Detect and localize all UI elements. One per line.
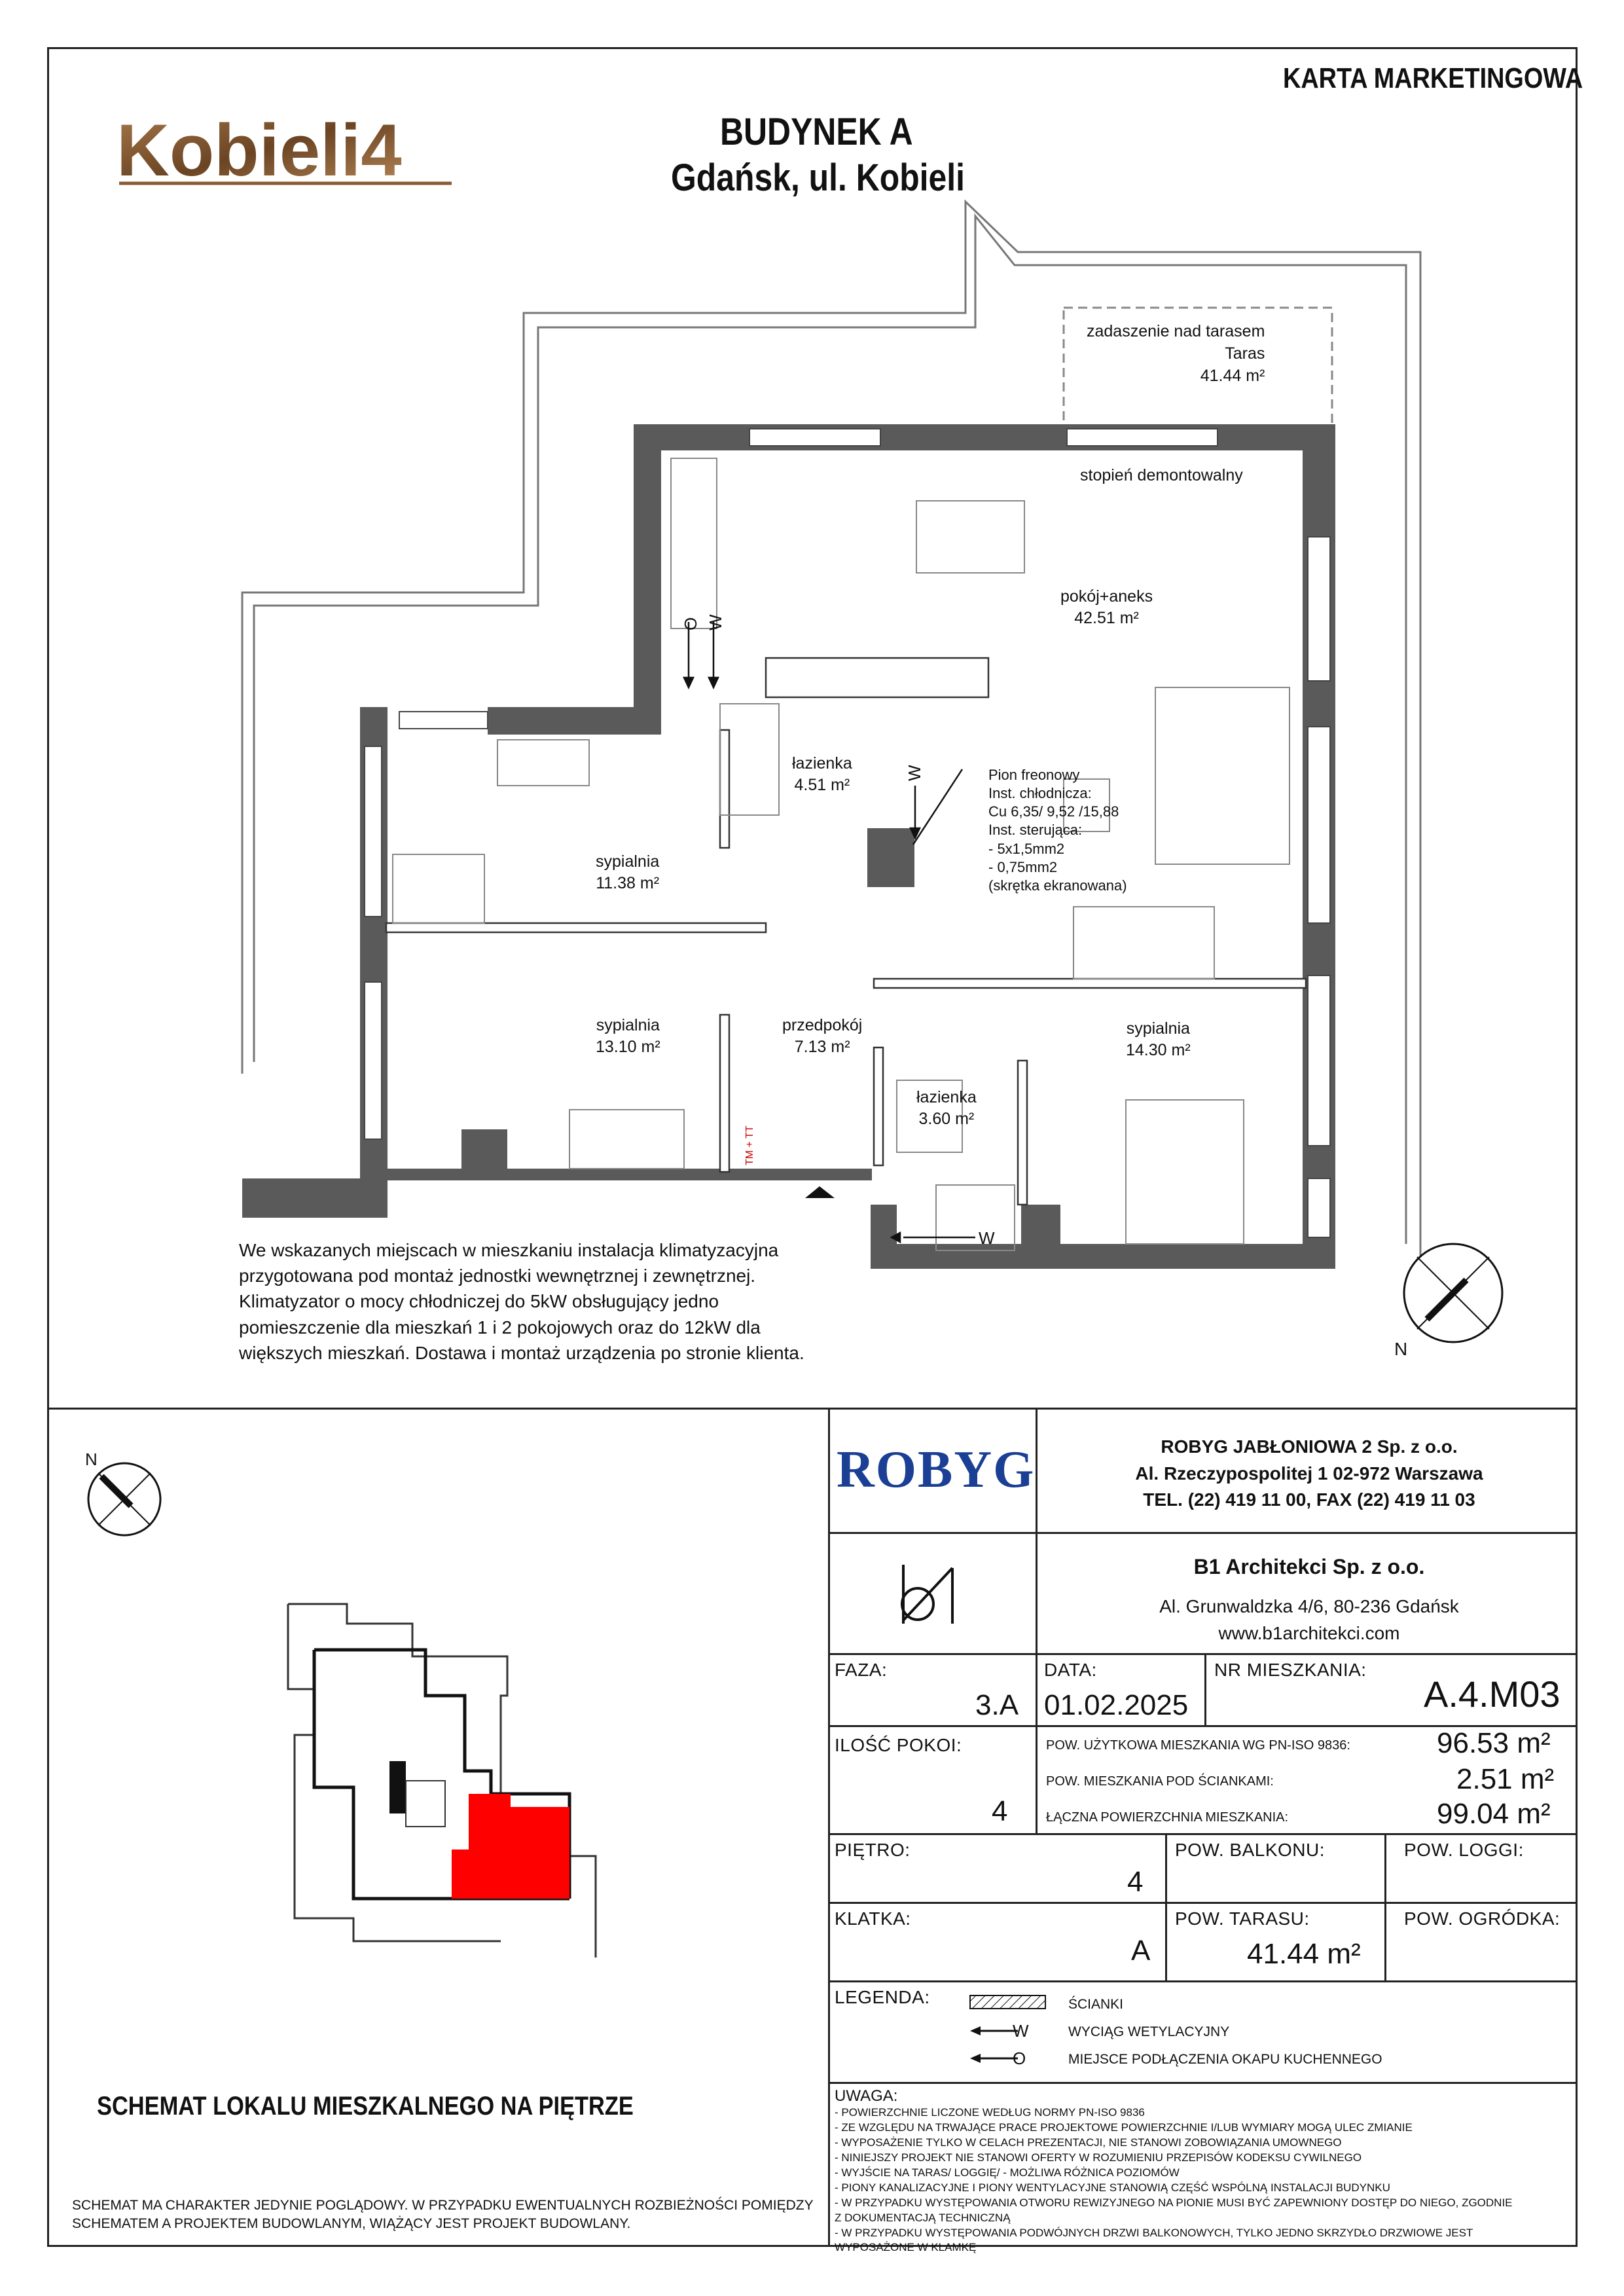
legend-item: MIEJSCE PODŁĄCZENIA OKAPU KUCHENNEGO <box>1068 2052 1382 2067</box>
room-bedroom-3 <box>1126 1018 1191 1061</box>
divider <box>828 1532 1578 1534</box>
loggia-label: POW. LOGGI: <box>1404 1840 1524 1860</box>
room-bedroom-1 <box>596 851 659 894</box>
note-item: - ZE WZGLĘDU NA TRWAJĄCE PRACE PROJEKTOWE POWIERZCHNIE I/LUB WYMIARY MOGĄ ULEC ZMIANIE <box>835 2121 1413 2134</box>
room-area: 4.51 m² <box>794 775 850 794</box>
note-item: - W PRZYPADKU WYSTĘPOWANIA OTWORU REWIZYJNEGO NA PIONIE MUSI BYĆ ZAPEWNIONY DOSTĘP DO NIEGO, ZGODNIE Z DOKUMENTACJĄ TECHNICZNĄ <box>835 2196 1513 2224</box>
divider <box>47 1408 1578 1410</box>
rooms-label: ILOŚĆ POKOI: <box>835 1735 962 1755</box>
riser-note-line: Cu 6,35/ 9,52 /15,88 <box>988 803 1119 820</box>
apartment-highlight <box>452 1794 569 1899</box>
compass-north-label: N <box>1394 1339 1408 1359</box>
floor-value: 4 <box>1127 1866 1144 1898</box>
riser-note-line: Pion freonowy <box>988 767 1080 783</box>
staircase-label: KLATKA: <box>835 1908 911 1929</box>
data-value: 01.02.2025 <box>1044 1689 1189 1721</box>
riser-note <box>988 766 1127 895</box>
divider <box>828 2082 1578 2084</box>
riser-note-line: Inst. sterująca: <box>988 822 1083 839</box>
note-item: - NINIEJSZY PROJEKT NIE STANOWI OFERTY W ROZUMIENIU PRZEPISÓW KODEKSU CYWILNEGO <box>835 2151 1362 2164</box>
notes <box>835 2087 1568 2255</box>
usable-area-value: 96.53 m² <box>1437 1727 1551 1759</box>
room-bathroom-1 <box>792 753 852 795</box>
developer-name: ROBYG JABŁONIOWA 2 Sp. z o.o. <box>1161 1436 1458 1457</box>
riser-note-line: (skrętka ekranowana) <box>988 877 1127 894</box>
room-area: 11.38 m² <box>596 873 660 892</box>
keyplan-north-label: N <box>85 1449 98 1469</box>
terrace-area: 41.44 m² <box>1200 366 1265 385</box>
riser-note-line: - 0,75mm2 <box>988 858 1058 875</box>
schema-title: SCHEMAT LOKALU MIESZKALNEGO NA PIĘTRZE <box>97 2092 634 2121</box>
marker-w-kitchen: W <box>706 614 725 630</box>
room-area: 3.60 m² <box>918 1109 975 1128</box>
hood-arrow-icon <box>970 2054 981 2063</box>
divider <box>1036 1653 1038 1833</box>
room-area: 13.10 m² <box>596 1037 660 1056</box>
rooms-value: 4 <box>992 1795 1008 1827</box>
note-item: - WYJŚCIE NA TARAS/ LOGGIĘ/ - MOŻLIWA RÓŻNICA POZIOMÓW <box>835 2166 1180 2179</box>
disclaimer: SCHEMAT MA CHARAKTER JEDYNIE POGLĄDOWY. W PRZYPADKU EWENTUALNYCH ROZBIEŻNOŚCI POMIĘDZY SCHEMATEM A PROJEKTEM BUDOWLANYM, WIĄŻĄCY JEST PROJEKT BUDOWLANY. <box>72 2198 814 2232</box>
room-area: 42.51 m² <box>1074 608 1139 627</box>
divider <box>828 1980 1578 1982</box>
floor-label: PIĘTRO: <box>835 1840 911 1860</box>
marker-o: O <box>681 617 700 630</box>
divider <box>1384 1833 1386 1980</box>
room-name: pokój+aneks <box>1060 587 1153 606</box>
brand-logo-text: Kobieli4 <box>117 109 402 191</box>
balcony-label: POW. BALKONU: <box>1175 1840 1325 1860</box>
note-item: - PIONY KANALIZACYJNE I PIONY WENTYLACYJNE STANOWIĄ CZĘŚĆ WSPÓLNĄ INSTALACJI BUDYNKU <box>835 2181 1390 2194</box>
tm-tt-label: TM + TT <box>744 1125 755 1165</box>
windows <box>365 429 1330 1237</box>
divider <box>828 1902 1578 1904</box>
room-name: sypialnia <box>1126 1019 1190 1038</box>
note-item: - W PRZYPADKU WYSTĘPOWANIA PODWÓJNYCH DRZWI BALKONOWYCH, TYLKO JEDNO SKRZYDŁO DRZWIOWE JEST WYPOSAŻONE W KLAMKĘ <box>835 2226 1473 2254</box>
under-walls-area-label: POW. MIESZKANIA POD ŚCIANKAMI: <box>1046 1774 1274 1789</box>
developer-phone: TEL. (22) 419 11 00, FAX (22) 419 11 03 <box>1143 1489 1475 1510</box>
room-name: łazienka <box>916 1088 977 1106</box>
terrace-name: Taras <box>1225 344 1265 363</box>
garden-label: POW. OGRÓDKA: <box>1404 1908 1561 1929</box>
wall-hatch-icon <box>970 1995 1045 2009</box>
faza-value: 3.A <box>975 1689 1019 1721</box>
terrace-area-label: POW. TARASU: <box>1175 1908 1310 1929</box>
room-bathroom-2 <box>916 1087 977 1129</box>
data-label: DATA: <box>1044 1660 1097 1680</box>
room-name: przedpokój <box>782 1016 863 1034</box>
room-name: sypialnia <box>596 1016 660 1034</box>
usable-area-label: POW. UŻYTKOWA MIESZKANIA WG PN-ISO 9836: <box>1046 1738 1350 1753</box>
divider <box>1204 1653 1206 1725</box>
marker-w-bath2: W <box>979 1228 995 1248</box>
b1-logo-icon <box>890 1558 969 1630</box>
legend-symbols <box>962 1990 1054 2069</box>
terrace-area-value: 41.44 m² <box>1247 1938 1361 1970</box>
architect-name: B1 Architekci Sp. z o.o. <box>1193 1555 1425 1578</box>
nr-value: A.4.M03 <box>1424 1673 1561 1715</box>
key-plan <box>275 1591 615 1958</box>
legend-item: ŚCIANKI <box>1068 1997 1124 2012</box>
room-name: łazienka <box>792 754 852 773</box>
divider <box>828 1833 1578 1835</box>
entrance-arrow <box>805 1186 835 1198</box>
under-walls-area-value: 2.51 m² <box>1456 1763 1555 1795</box>
marker-w-bath1: W <box>905 765 924 781</box>
keyplan-compass <box>65 1434 196 1565</box>
legend-title: LEGENDA: <box>835 1987 930 2007</box>
riser-note-line: - 5x1,5mm2 <box>988 840 1065 857</box>
ac-note: We wskazanych miejscach w mieszkaniu instalacja klimatyzacyjna przygotowana pod montaż jednostki wewnętrznej i zewnętrznej. Klimatyzator o mocy chłodniczej do 5kW obsługujący jedno pomieszczenie dla mieszkań 1 i 2 pokojowych oraz do 12kW dla większych mieszkań. Dostawa i montaż urządzenia po stronie klienta. <box>239 1240 804 1363</box>
nr-label: NR MIESZKANIA: <box>1214 1660 1367 1680</box>
divider <box>828 1653 1578 1655</box>
note-item: - POWIERZCHNIE LICZONE WEDŁUG NORMY PN-ISO 9836 <box>835 2106 1145 2119</box>
terrace-label <box>1087 321 1265 387</box>
divider <box>1165 1833 1167 1980</box>
room-bedroom-2 <box>596 1015 660 1057</box>
developer-info <box>1047 1434 1571 1514</box>
legend-o: O <box>1013 2049 1026 2068</box>
terrace-canopy-label: zadaszenie nad tarasem <box>1087 322 1265 340</box>
ventilation-arrow-icon <box>970 2026 981 2035</box>
architect-address: Al. Grunwaldzka 4/6, 80-236 Gdańsk <box>1159 1596 1459 1617</box>
notes-title: UWAGA: <box>835 2087 898 2105</box>
robyg-logo: ROBYG <box>837 1441 1036 1499</box>
room-hallway <box>782 1015 862 1057</box>
legend-item: WYCIĄG WETYLACYJNY <box>1068 2024 1230 2039</box>
removable-step-label: stopień demontowalny <box>1080 466 1243 484</box>
building-address: Gdańsk, ul. Kobieli <box>671 156 965 199</box>
architect-info <box>1047 1552 1571 1647</box>
building-title: BUDYNEK A <box>720 111 913 153</box>
faza-label: FAZA: <box>835 1660 888 1680</box>
staircase-value: A <box>1131 1935 1151 1967</box>
architect-web: www.b1architekci.com <box>1218 1622 1400 1643</box>
walls <box>242 424 1335 1269</box>
room-area: 7.13 m² <box>794 1037 850 1056</box>
room-name: sypialnia <box>596 852 660 871</box>
compass <box>1404 1244 1502 1342</box>
note-item: - WYPOSAŻENIE TYLKO W CELACH PREZENTACJI, NIE STANOWI ZOBOWIĄZANIA UMOWNEGO <box>835 2136 1342 2149</box>
total-area-value: 99.04 m² <box>1437 1798 1551 1830</box>
riser-note-line: Inst. chłodnicza: <box>988 785 1092 802</box>
room-area: 14.30 m² <box>1126 1040 1191 1059</box>
developer-address: Al. Rzeczypospolitej 1 02-972 Warszawa <box>1135 1463 1483 1484</box>
total-area-label: ŁĄCZNA POWIERZCHNIA MIESZKANIA: <box>1046 1810 1289 1825</box>
room-living <box>1060 586 1153 629</box>
divider <box>1036 1408 1038 1683</box>
card-type-label: KARTA MARKETINGOWA <box>1283 62 1583 94</box>
legend-w: W <box>1013 2021 1029 2041</box>
furniture <box>393 458 1290 1250</box>
